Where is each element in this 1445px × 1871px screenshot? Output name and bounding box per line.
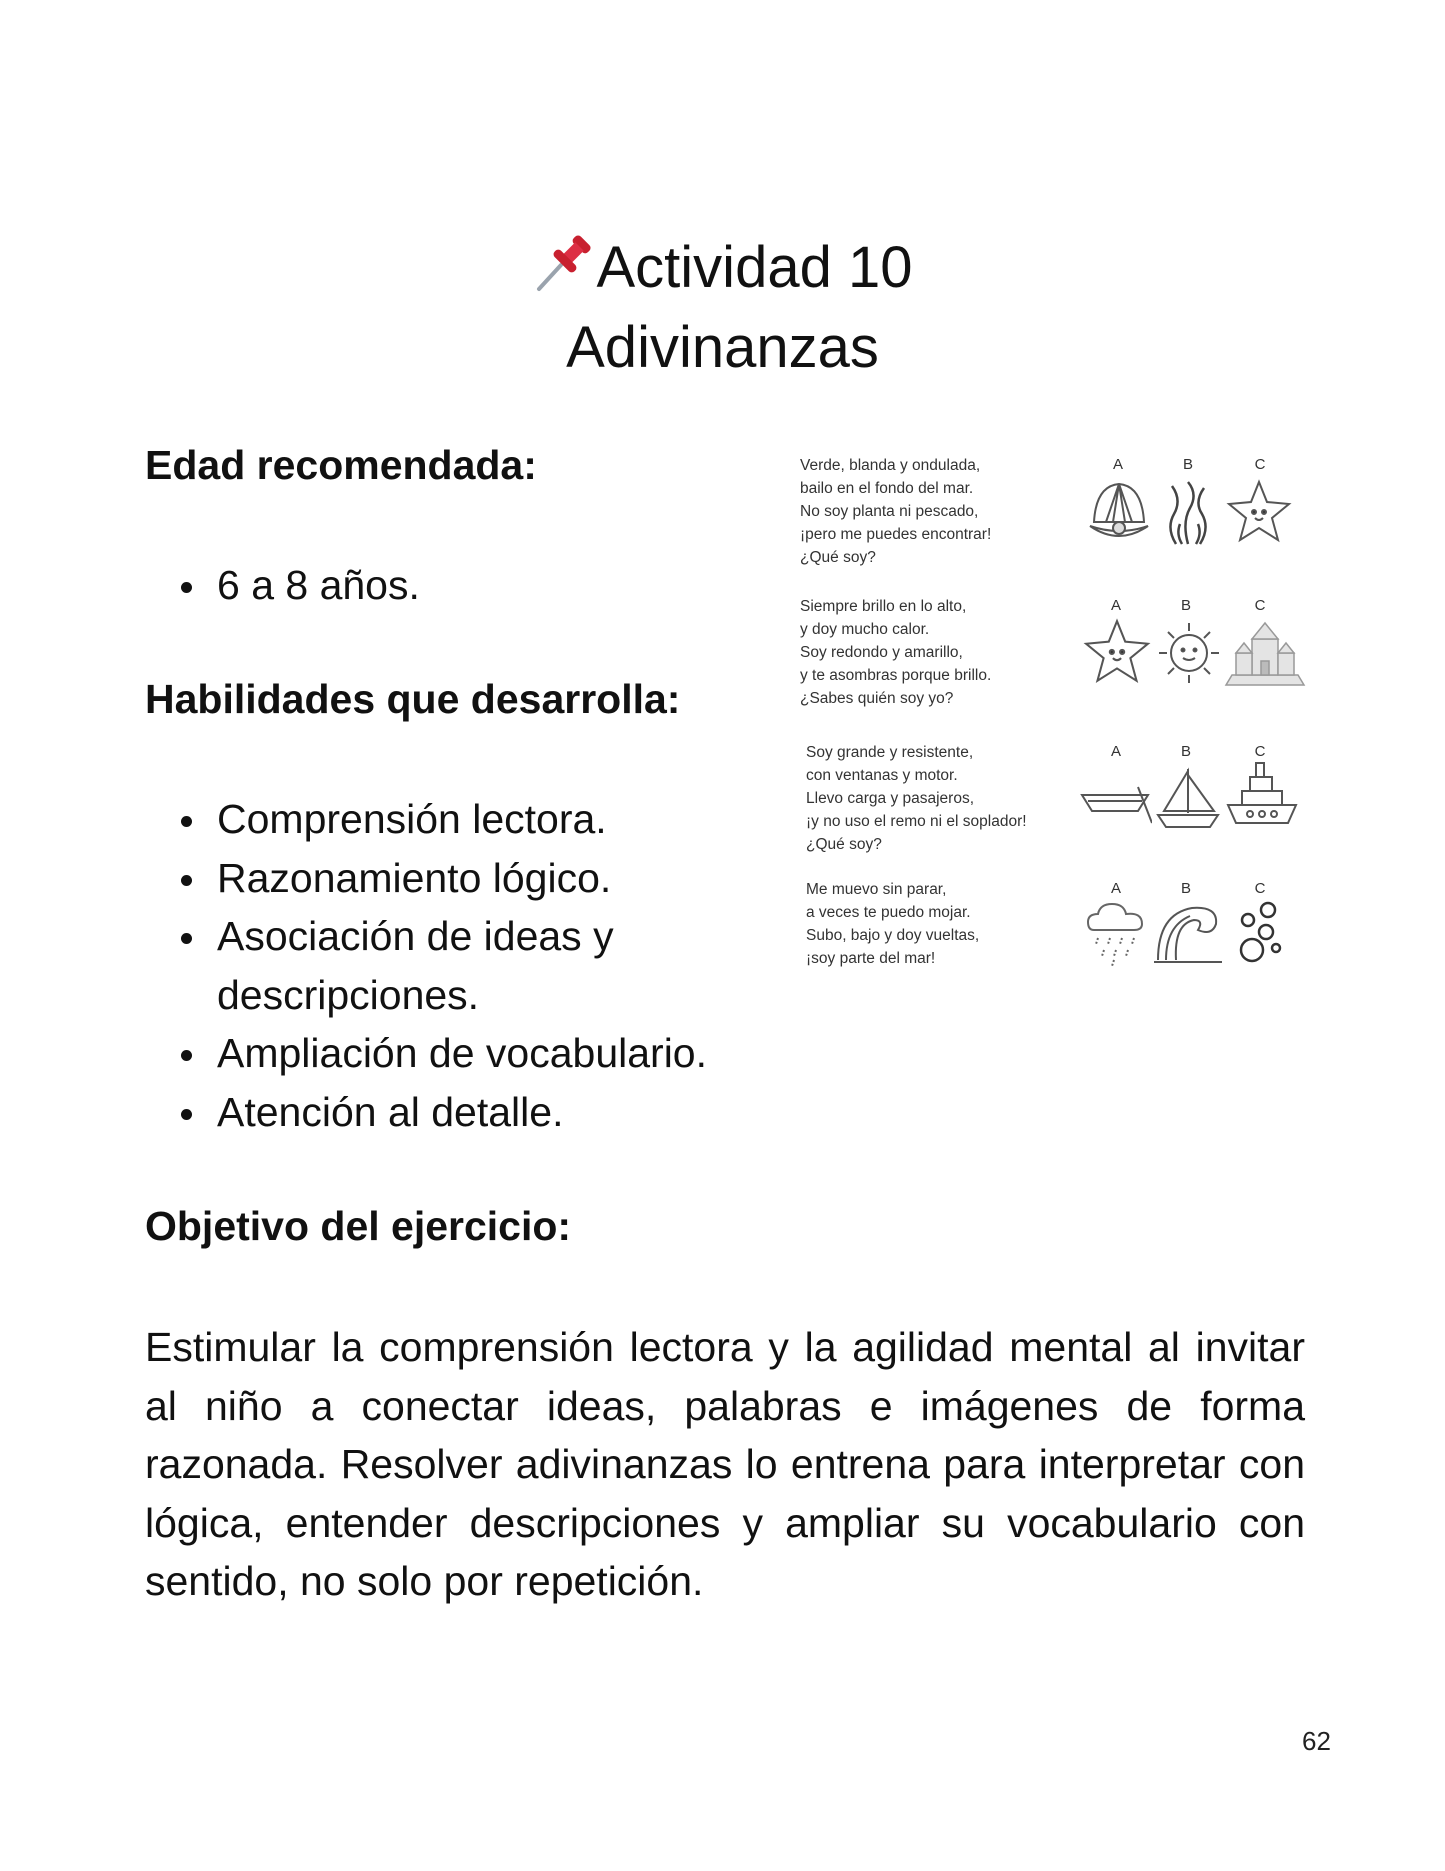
skills-heading: Habilidades que desarrolla: (145, 676, 681, 722)
shell-icon (1086, 478, 1152, 548)
pushpin-icon (533, 231, 595, 293)
title-block (0, 228, 1445, 388)
starfish-icon (1082, 617, 1152, 689)
option-letter-a: A (1110, 743, 1121, 760)
wave-icon (1152, 900, 1224, 966)
option-letter-a: A (1110, 597, 1121, 614)
list-item: 6 a 8 años. (145, 556, 420, 615)
riddles-worksheet (800, 450, 1310, 970)
activity-subtitle: Adivinanzas (566, 315, 879, 380)
rowboat-icon (1078, 765, 1152, 831)
riddle-text: Me muevo sin parar, a veces te puedo mojar. Subo, bajo y doy vueltas, ¡soy parte del mar! (806, 881, 980, 967)
riddle-text: Verde, blanda y ondulada, bailo en el fondo del mar. No soy planta ni pescado, ¡pero me puedes encontrar! ¿Qué soy? (800, 457, 992, 566)
list-item: Atención al detalle. (145, 1083, 765, 1142)
sailboat-icon (1152, 765, 1224, 831)
riddle-text: Soy grande y resistente, con ventanas y motor. Llevo carga y pasajeros, ¡y no uso el remo ni el soplador! ¿Qué soy? (806, 744, 1027, 853)
riddle-text: Siempre brillo en lo alto, y doy mucho calor. Soy redondo y amarillo, y te asombras porque brillo. ¿Sabes quién soy yo? (800, 598, 992, 707)
option-letter-a: A (1112, 456, 1123, 473)
list-item: Asociación de ideas y descripciones. (145, 907, 657, 1024)
rain-cloud-icon (1084, 900, 1148, 966)
list-item: Comprensión lectora. (145, 790, 765, 849)
page-number: 62 (1302, 1726, 1331, 1756)
list-item: Ampliación de vocabulario. (145, 1024, 765, 1083)
option-letter-b: B (1182, 456, 1193, 473)
objective-heading: Objetivo del ejercicio: (145, 1203, 572, 1249)
option-letter-c: C (1254, 880, 1266, 897)
starfish-icon (1226, 478, 1292, 548)
option-letter-c: C (1254, 743, 1266, 760)
objective-text: Estimular la comprensión lectora y la agilidad mental al invitar al niño a conectar ideas, palabras e imágenes de forma razonada. Resolver adivinanzas lo entrena para interpretar con lógica, entender descripciones y ampliar su vocabulario con sentido, no solo por repetición. (145, 1324, 1305, 1604)
activity-title: Actividad 10 (0, 228, 1445, 308)
option-letter-a: A (1110, 880, 1121, 897)
age-heading: Edad recomendada: (145, 442, 537, 488)
bubbles-icon (1232, 900, 1286, 966)
list-item: Razonamiento lógico. (145, 849, 765, 908)
age-list (145, 556, 420, 615)
sandcastle-icon (1222, 617, 1308, 689)
seaweed-icon (1156, 478, 1222, 548)
sun-icon (1154, 617, 1224, 689)
option-letter-c: C (1254, 456, 1266, 473)
option-letter-b: B (1180, 743, 1191, 760)
option-letter-c: C (1254, 597, 1266, 614)
option-letter-b: B (1180, 597, 1191, 614)
skills-list (145, 790, 765, 1141)
option-letter-b: B (1180, 880, 1191, 897)
ship-icon (1224, 757, 1300, 831)
